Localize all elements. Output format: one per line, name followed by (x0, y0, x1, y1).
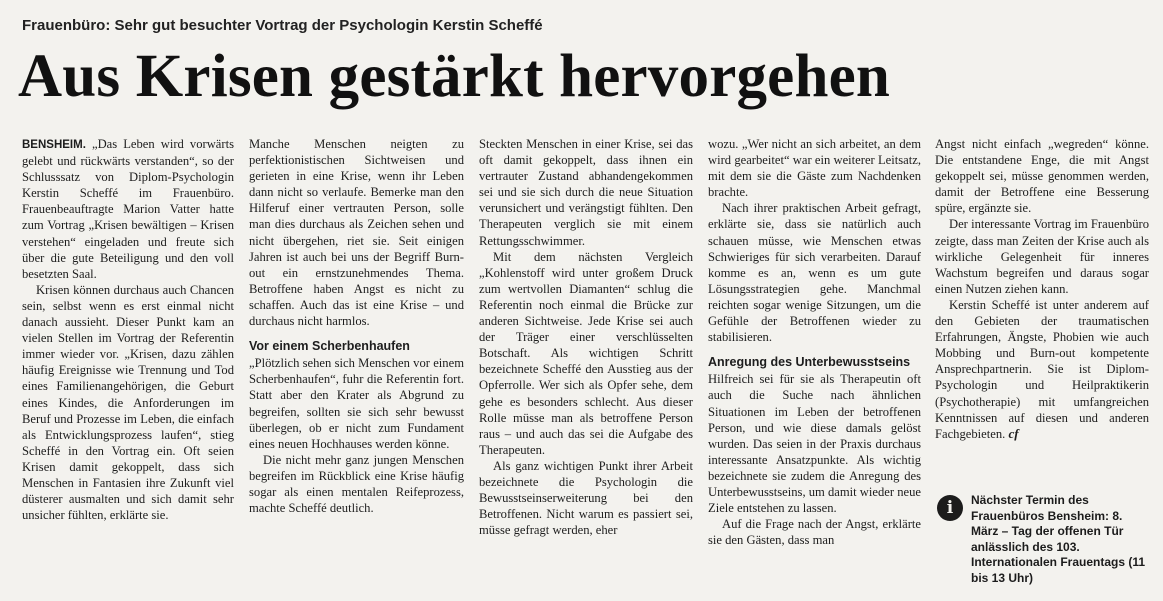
subheading: Anregung des Unterbewusstseins (708, 355, 911, 370)
article-paragraph: Hilfreich sei für sie als Therapeutin oft auch die Suche nach ähnlichen Situationen im Leben der betroffenen Person, und wie diese damals gelöst wurden. Das seien in der Praxis durchaus interessante Ansatzpunkte. Als wichtig bezeichnete sie zudem die Anregung des Unterbewusstseins, um damit wieder neue Ziele entstehen zu lassen. (708, 372, 921, 516)
article-paragraph (935, 297, 1149, 442)
info-text: Nächster Termin des Frauenbüros Bensheim: 8. März – Tag der offenen Tür anlässlich des 103. Internationalen Frauentags (11 bis 13 Uhr) (971, 493, 1146, 585)
article-paragraph: wozu. „Wer nicht an sich arbeitet, an dem wird gearbeitet“ war ein weiterer Leitsatz, mit dem sie die Gäste zum Nachdenken brachte. (708, 137, 921, 200)
subheading: Vor einem Scherbenhaufen (249, 339, 410, 354)
article-paragraph: Manche Menschen neigten zu perfektionistischen Sichtweisen und gerieten in eine Krise, wenn ihr Leben dann nicht so verlaufe. Bemerke man den Hilferuf einer vertrauten Person, solle man dies durchaus als Zeichen sehen und nicht übergehen, riet sie. Seit einigen Jahren ist auch bei uns der Begriff Burn-out ein ernstzunehmendes Thema. Betroffene haben Angst es nicht zu schaffen. Auch das ist eine Krise – und durchaus nicht harmlos. (249, 137, 464, 329)
article-column-1 (22, 136, 234, 523)
article-paragraph: Angst nicht einfach „wegreden“ könne. Die entstandene Enge, die mit Angst gekoppelt sei, müsse genommen werden, damit der Betroffene eine Besserung spüre, ergänzte sie. (935, 137, 1149, 216)
author-signature: cf (1008, 425, 1019, 441)
article-paragraph (22, 136, 234, 282)
article-paragraph: „Plötzlich sehen sich Menschen vor einem Scherbenhaufen“, fuhr die Referentin fort. Statt aber den Krater als Abgrund zu begreifen, sollten sie sich sehr bewusst überlegen, ob er nicht zum Fundament eines neuen Hochhauses werden könne. (249, 356, 464, 451)
article-column-4 (708, 136, 921, 548)
article-paragraph: Mit dem nächsten Vergleich „Kohlenstoff wird unter großem Druck zum wertvollen Diamanten“ schlug die Referentin noch einmal die Brücke zur anderen Sichtweise. Jede Krise sei auch der Träger einer verschlüsselten Botschaft. Als wichtigen Schritt bezeichnete Scheffé den Ausstieg aus der Opferrolle. Wer sich als Opfer sehe, dem gehe es besonders schlecht. Aus dieser Rolle müsse man als betroffene Person raus – und auch das sei die Aufgabe des Therapeuten. (479, 249, 693, 457)
info-box (935, 493, 1149, 587)
dateline: BENSHEIM. (22, 139, 86, 151)
article-paragraph: Als ganz wichtigen Punkt ihrer Arbeit bezeichnete die Psychologin die Bewusstseinserweiterung bei den Betroffenen. Nicht warum es passiert sei, müsse gefragt werden, eher (479, 458, 693, 538)
kicker-line: Frauenbüro: Sehr gut besuchter Vortrag der Psychologin Kerstin Scheffé (22, 17, 543, 34)
article-paragraph: Nach ihrer praktischen Arbeit gefragt, erklärte sie, dass sie natürlich auch schauen müsse, wie Menschen etwas Schwieriges für sich verarbeiten. Darauf komme es an, wenn es um gute Lösungsstrategien gehe. Manchmal reichten sogar wenige Sitzungen, um die Gefühle der Betroffenen wieder zu stabilisieren. (708, 201, 921, 345)
paragraph-text: „Das Leben wird vorwärts gelebt und rückwärts verstanden“, so der Schlusssatz von Diplom-Psychologin Kerstin Scheffé im Frauenbüro. Frauenbeauftragte Marion Vatter hatte zum Vortrag „Krisen bewältigen – Krisen verstehen“ eingeladen und freute sich über die gute Beteiligung und den voll besetzten Saal. (22, 137, 234, 281)
article-paragraph: Der interessante Vortrag im Frauenbüro zeigte, dass man Zeiten der Krise auch als wirkliche Gelegenheit für inneres Wachstum begreifen und daraus sogar einen Nutzen ziehen kann. (935, 217, 1149, 296)
paragraph-text: Kerstin Scheffé ist unter anderem auf den Gebieten der traumatischen Erfahrungen, Ängste, Phobien wie auch Mobbing und Burn-out kompetente Ansprechpartnerin. Sie ist Diplom-Psychologin und Heilpraktikerin (Psychotherapie) mit umfangreichen Kenntnissen auf diesen und anderen Fachgebieten. (935, 297, 1149, 441)
article-paragraph: Krisen können durchaus auch Chancen sein, selbst wenn es erst einmal nicht danach aussieht. Dieser Punkt kam an vielen Stellen im Vortrag der Referentin immer wieder vor. „Krisen, dazu zählen häufig Ereignisse wie Trennung und Tod eines Familienangehörigen, die Geburt eines Kindes, die Anforderungen im Beruf und Prozesse im Leben, die einfach als Entwicklungsprozess laufen“, stieg Scheffé in den Vortrag ein. Oft seien Krisen damit gekoppelt, dass sich Menschen in Fantasien ihre Zukunft viel düsterer ausmalten und sich damit sehr unsicher fühlten, erklärte sie. (22, 282, 234, 523)
article-column-5 (935, 136, 1149, 442)
headline: Aus Krisen gestärkt hervorgehen (18, 43, 890, 110)
article-paragraph: Steckten Menschen in einer Krise, sei das oft damit gekoppelt, dass ihnen ein vertrauter Zustand abhandengekommen sei und sie sich durch die neue Situation verunsichert und verängstigt fühlten. Den Therapeuten verglich sie mit einem Rettungsschwimmer. (479, 137, 693, 248)
article-paragraph: Die nicht mehr ganz jungen Menschen begreifen im Rückblick eine Krise häufig sogar als einen mentalen Reifeprozess, machte Scheffé deutlich. (249, 452, 464, 516)
article-column-3 (479, 136, 693, 538)
article-paragraph: Auf die Frage nach der Angst, erklärte sie den Gästen, dass man (708, 517, 921, 548)
info-icon: i (937, 495, 963, 521)
article-column-2 (249, 136, 464, 516)
